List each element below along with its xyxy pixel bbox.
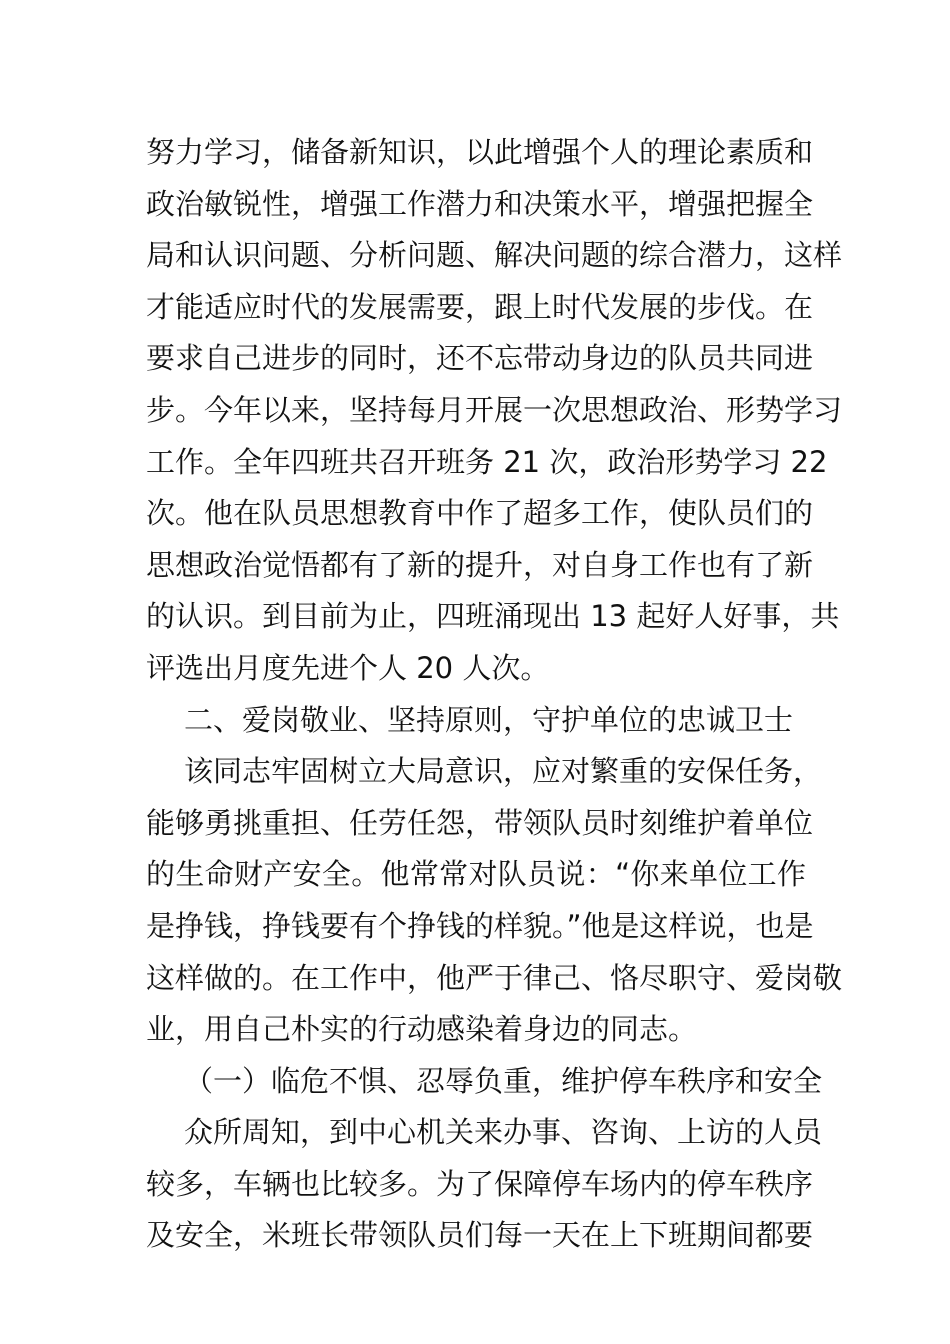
text-line: 该同志牢固树立大局意识，应对繁重的安保任务， (184, 754, 823, 789)
text-line: 次。他在队员思想教育中作了超多工作，使队员们的 (146, 496, 814, 531)
text-line: 的认识。到目前为止，四班涌现出 13 起好人好事，共 (146, 599, 840, 634)
text-line: 思想政治觉悟都有了新的提升，对自身工作也有了新 (146, 547, 814, 582)
text-line: 及安全，米班长带领队员们每一天在上下班期间都要 (146, 1218, 814, 1253)
text-line: 能够勇挑重担、任劳任怨，带领队员时刻维护着单位 (146, 805, 814, 840)
text-line: 才能适应时代的发展需要，跟上时代发展的步伐。在 (146, 289, 814, 324)
text-line: 这样做的。在工作中，他严于律己、恪尽职守、爱岗敬 (146, 960, 843, 995)
subsection-heading: （一）临危不惧、忍辱负重，维护停车秩序和安全 (184, 1063, 823, 1098)
text-line: 是挣钱，挣钱要有个挣钱的样貌。”他是这样说，也是 (146, 908, 814, 943)
text-line: 较多，车辆也比较多。为了保障停车场内的停车秩序 (146, 1166, 814, 1201)
text-line: 工作。全年四班共召开班务 21 次，政治形势学习 22 (146, 444, 828, 479)
text-line: 评选出月度先进个人 20 人次。 (146, 650, 550, 685)
text-line: 的生命财产安全。他常常对队员说：“你来单位工作 (146, 857, 806, 892)
text-line: 众所周知，到中心机关来办事、咨询、上访的人员 (184, 1115, 823, 1150)
body-text (146, 127, 843, 1262)
text-line: 步。今年以来，坚持每月开展一次思想政治、形势学习 (146, 392, 843, 427)
section-heading: 二、爱岗敬业、坚持原则，守护单位的忠诚卫士 (184, 702, 794, 737)
text-line: 政治敏锐性，增强工作潜力和决策水平，增强把握全 (146, 186, 814, 221)
text-line: 局和认识问题、分析问题、解决问题的综合潜力，这样 (146, 238, 843, 273)
text-line: 业，用自己朴实的行动感染着身边的同志。 (146, 1012, 698, 1047)
text-line: 努力学习，储备新知识，以此增强个人的理论素质和 (146, 135, 814, 169)
text-line: 要求自己进步的同时，还不忘带动身边的队员共同进 (146, 341, 814, 376)
